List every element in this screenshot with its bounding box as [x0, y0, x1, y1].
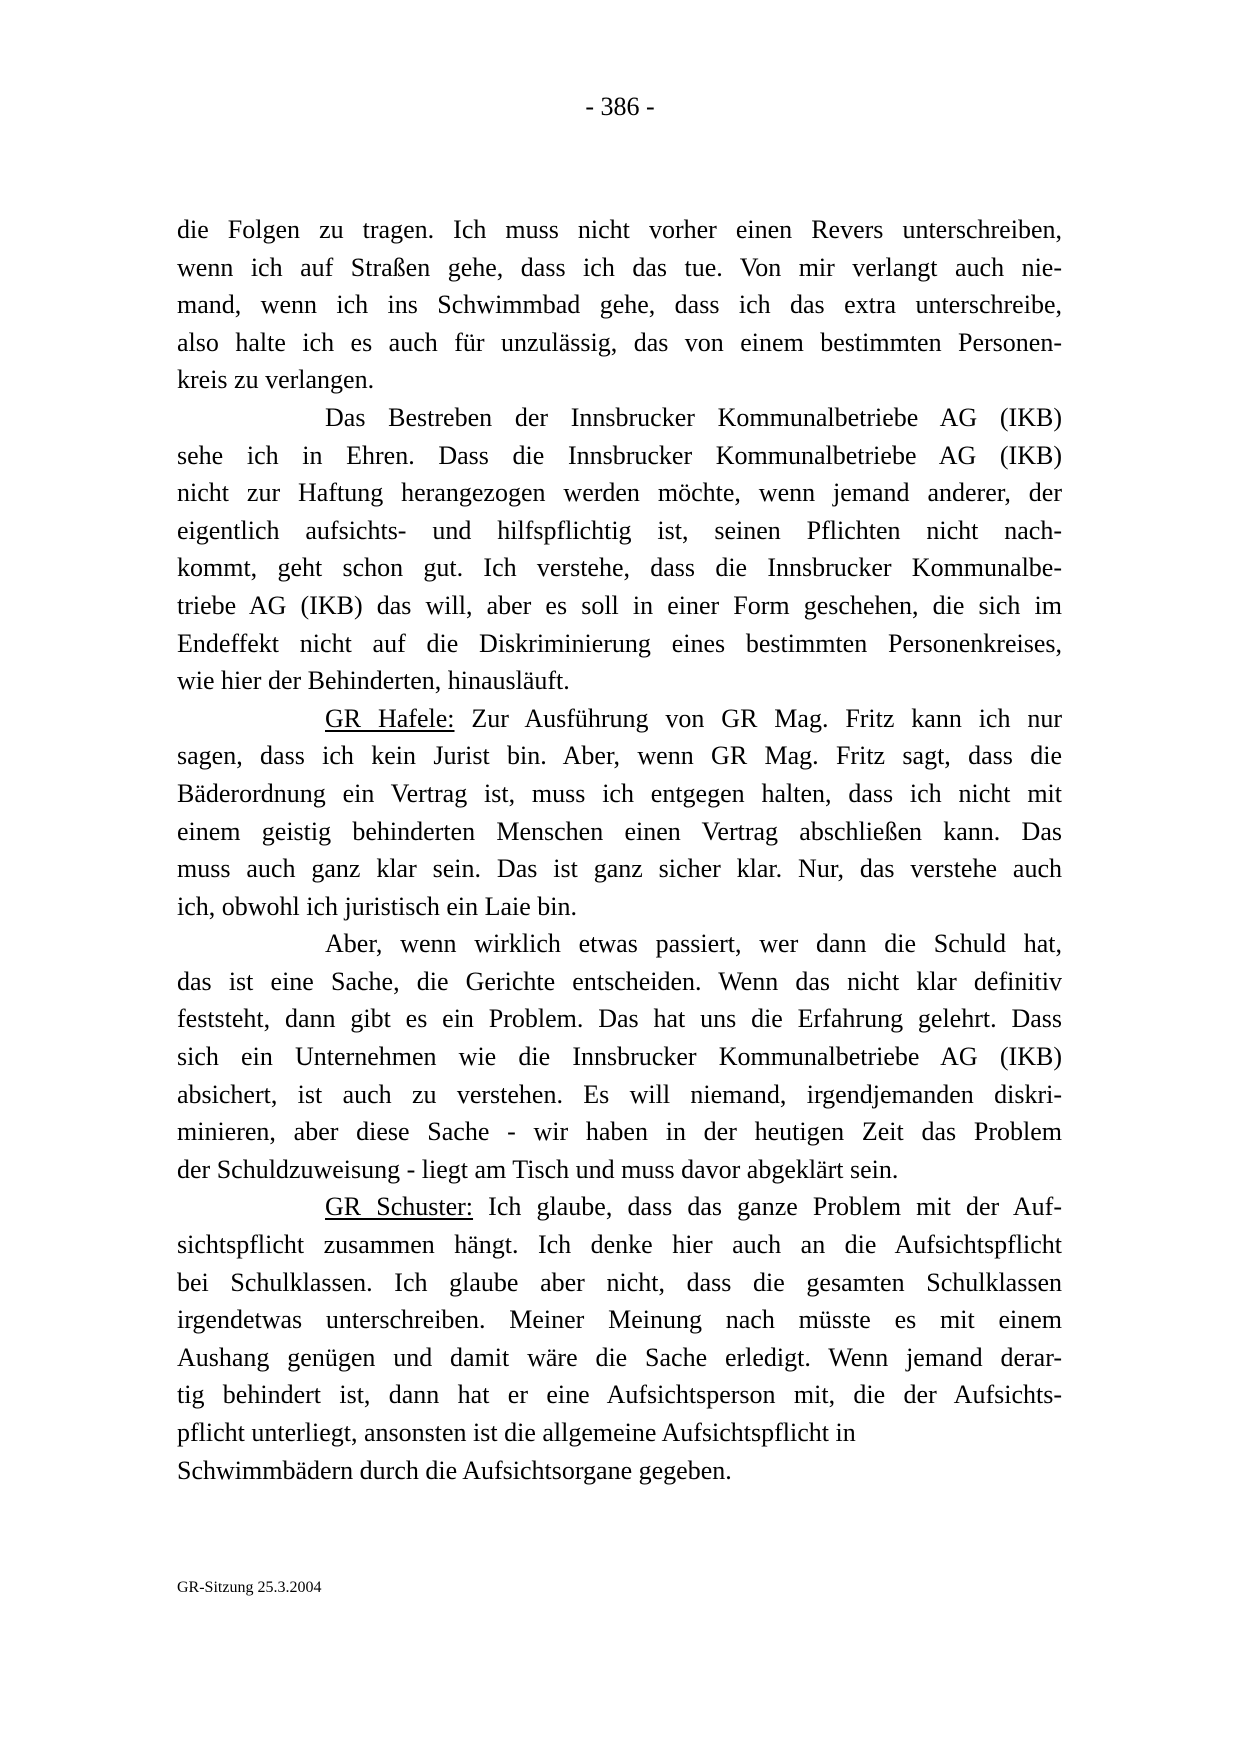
paragraph — [177, 1188, 1062, 1489]
paragraph — [177, 925, 1062, 1188]
text-segment: Ich glaube, dass das ganze Problem mit der Auf- — [473, 1192, 1062, 1222]
text-line: sehe ich in Ehren. Dass die Innsbrucker Kommunalbetriebe AG (IKB) — [177, 440, 1062, 470]
text-line: pflicht unterliegt, ansonsten ist die allgemeine Aufsichtspflicht in — [177, 1418, 856, 1447]
text-line: Aushang genügen und damit wäre die Sache erledigt. Wenn jemand derar- — [177, 1342, 1062, 1372]
text-line: also halte ich es auch für unzulässig, das von einem bestimmten Personen- — [177, 327, 1062, 357]
text-line: eigentlich aufsichts- und hilfspflichtig ist, seinen Pflichten nicht nach- — [177, 515, 1062, 545]
text-line: sichtspflicht zusammen hängt. Ich denke hier auch an die Aufsichtspflicht — [177, 1230, 1062, 1260]
text-line: absichert, ist auch zu verstehen. Es will niemand, irgendjemanden diskri- — [177, 1079, 1062, 1109]
text-line: triebe AG (IKB) das will, aber es soll in einer Form geschehen, die sich im — [177, 590, 1062, 620]
text-line: Schwimmbädern durch die Aufsichtsorgane gegeben. — [177, 1455, 732, 1485]
text-line: das ist eine Sache, die Gerichte entscheiden. Wenn das nicht klar definitiv — [177, 966, 1062, 996]
text-line: einem geistig behinderten Menschen einen Vertrag abschließen kann. Das — [177, 816, 1062, 846]
text-line: muss auch ganz klar sein. Das ist ganz sicher klar. Nur, das verstehe auch — [177, 854, 1062, 884]
text-line: Bäderordnung ein Vertrag ist, muss ich entgegen halten, dass ich nicht mit — [177, 778, 1062, 808]
text-line: tig behindert ist, dann hat er eine Aufsichtsperson mit, die der Aufsichts- — [177, 1380, 1062, 1410]
text-line: kreis zu verlangen. — [177, 365, 375, 395]
text-line — [177, 700, 1062, 738]
page-number: - 386 - — [585, 92, 655, 121]
text-line: irgendetwas unterschreiben. Meiner Meinung nach müsste es mit einem — [177, 1305, 1062, 1335]
text-line: sich ein Unternehmen wie die Innsbrucker Kommunalbetriebe AG (IKB) — [177, 1042, 1062, 1072]
paragraph — [177, 700, 1062, 926]
text-line: Das Bestreben der Innsbrucker Kommunalbetriebe AG (IKB) — [325, 402, 1062, 432]
text-line: bei Schulklassen. Ich glaube aber nicht, dass die gesamten Schulklassen — [177, 1267, 1062, 1297]
text-line: sagen, dass ich kein Jurist bin. Aber, wenn GR Mag. Fritz sagt, dass die — [177, 741, 1062, 771]
text-line: Aber, wenn wirklich etwas passiert, wer dann die Schuld hat, — [325, 929, 1062, 959]
text-line: mand, wenn ich ins Schwimmbad gehe, dass ich das extra unterschreibe, — [177, 290, 1062, 320]
text-line: kommt, geht schon gut. Ich verstehe, dass die Innsbrucker Kommunalbe- — [177, 553, 1062, 583]
speaker-name: GR Schuster: — [325, 1192, 474, 1222]
paragraph — [177, 399, 1062, 700]
text-line: nicht zur Haftung herangezogen werden möchte, wenn jemand anderer, der — [177, 478, 1062, 508]
text-line: feststeht, dann gibt es ein Problem. Das hat uns die Erfahrung gelehrt. Dass — [177, 1004, 1062, 1034]
footer-session-date: GR-Sitzung 25.3.2004 — [177, 1579, 322, 1596]
text-line: der Schuldzuweisung - liegt am Tisch und muss davor abgeklärt sein. — [177, 1154, 899, 1184]
text-line: wie hier der Behinderten, hinausläuft. — [177, 666, 570, 696]
text-line: wenn ich auf Straßen gehe, dass ich das tue. Von mir verlangt auch nie- — [177, 252, 1062, 282]
text-line: minieren, aber diese Sache - wir haben in der heutigen Zeit das Problem — [177, 1117, 1062, 1147]
text-line: ich, obwohl ich juristisch ein Laie bin. — [177, 891, 578, 921]
text-segment: Zur Ausführung von GR Mag. Fritz kann ich nur — [454, 703, 1062, 733]
speaker-name: GR Hafele: — [325, 703, 455, 733]
document-body — [177, 211, 1062, 1489]
text-line: Endeffekt nicht auf die Diskriminierung eines bestimmten Personenkreises, — [177, 628, 1062, 658]
paragraph — [177, 211, 1062, 399]
text-line: die Folgen zu tragen. Ich muss nicht vorher einen Revers unterschreiben, — [177, 215, 1062, 244]
text-line — [177, 1188, 1062, 1226]
